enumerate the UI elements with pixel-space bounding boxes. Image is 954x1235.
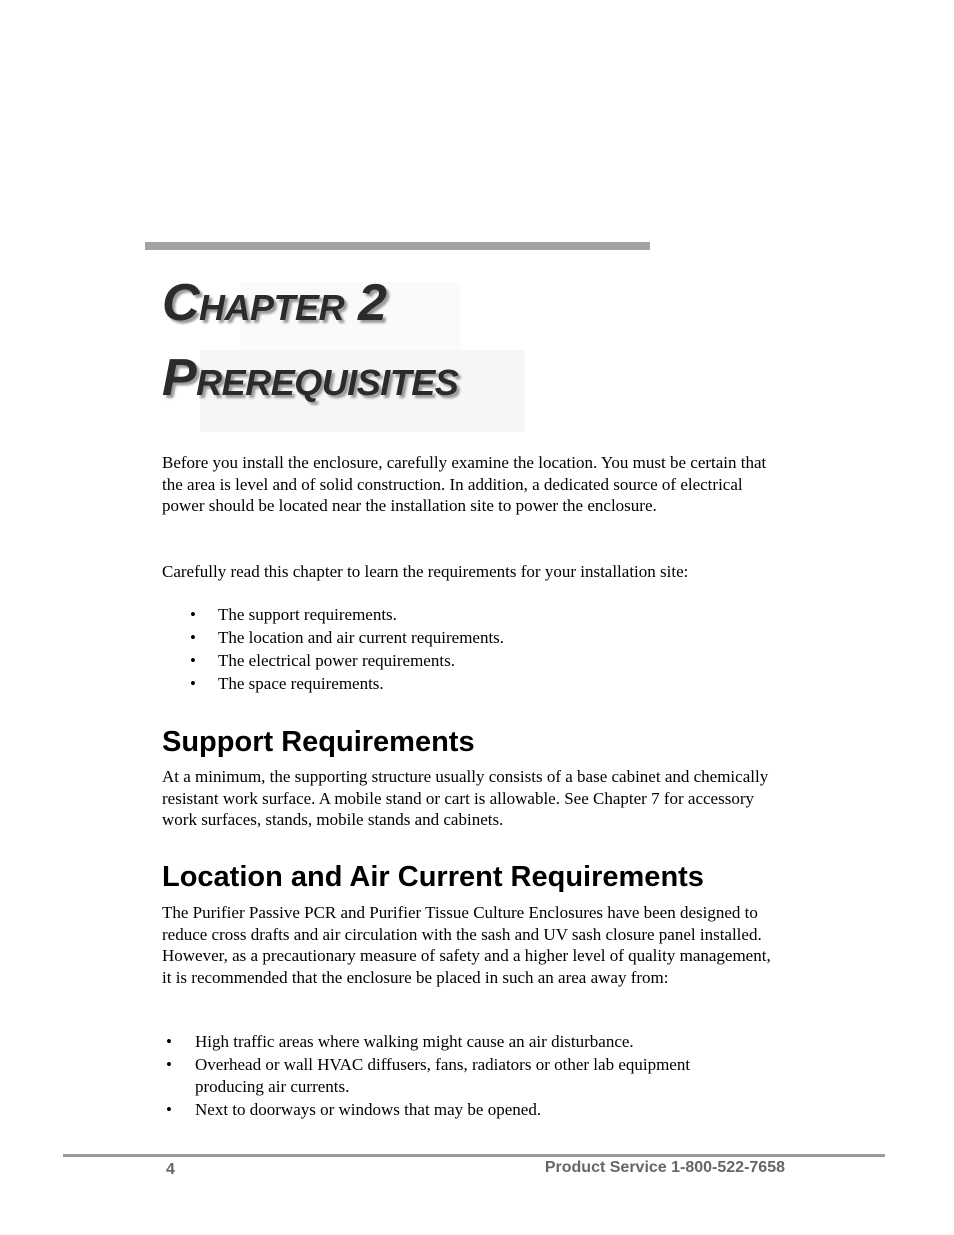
bullet-icon: •: [166, 1099, 172, 1119]
requirements-list: [162, 603, 782, 695]
list-item: [162, 672, 782, 695]
list-item: [162, 1099, 762, 1121]
list-item: [162, 626, 782, 649]
list-item-text: The location and air current requirements.: [218, 628, 505, 647]
list-item-text: Overhead or wall HVAC diffusers, fans, radiators or other lab equipment producing air currents.: [195, 1054, 691, 1096]
product-service-phone: Product Service 1-800-522-7658: [544, 1159, 785, 1176]
bullet-icon: •: [190, 628, 196, 647]
page-number: 4: [166, 1161, 175, 1178]
read-chapter-paragraph: Carefully read this chapter to learn the requirements for your installation site:: [162, 562, 689, 581]
list-item-text: Next to doorways or windows that may be opened.: [195, 1099, 542, 1119]
chapter-number-heading: Chapter 2: [162, 274, 387, 332]
chapter-title-heading: Prerequisites: [162, 349, 459, 407]
location-requirements-heading: Location and Air Current Requirements: [162, 861, 704, 893]
bullet-icon: •: [190, 605, 196, 624]
list-item-text: The space requirements.: [218, 674, 384, 693]
footer-rule: [63, 1154, 885, 1157]
bullet-icon: •: [190, 651, 196, 670]
list-item: [162, 1054, 762, 1097]
list-item-text: The support requirements.: [218, 605, 397, 624]
support-requirements-heading: Support Requirements: [162, 726, 475, 758]
list-item-text: High traffic areas where walking might cause an air disturbance.: [195, 1032, 634, 1051]
location-avoid-list: [162, 1031, 762, 1122]
list-item-text: The electrical power requirements.: [218, 651, 455, 670]
location-requirements-paragraph: The Purifier Passive PCR and Purifier Tissue Culture Enclosures have been designed to reduce cross drafts and air circulation with the sash and UV sash closure panel installed. However, as a precautionary measure of safety and a higher level of quality management, it is recommended that the enclosure be placed in such an area away from:: [162, 903, 771, 987]
bullet-icon: •: [190, 674, 196, 693]
list-item: [162, 1031, 762, 1053]
bullet-icon: •: [166, 1032, 172, 1051]
bullet-icon: •: [166, 1054, 172, 1074]
chapter-top-rule: [145, 242, 650, 250]
intro-paragraph: Before you install the enclosure, carefully examine the location. You must be certain that the area is level and of solid construction. In addition, a dedicated source of electrical power should be located near the installation site to power the enclosure.: [162, 453, 767, 516]
list-item: [162, 649, 782, 672]
list-item: [162, 603, 782, 626]
support-requirements-paragraph: At a minimum, the supporting structure usually consists of a base cabinet and chemically resistant work surface. A mobile stand or cart is allowable. See Chapter 7 for accessory work surfaces, stands, mobile stands and cabinets.: [162, 767, 769, 830]
